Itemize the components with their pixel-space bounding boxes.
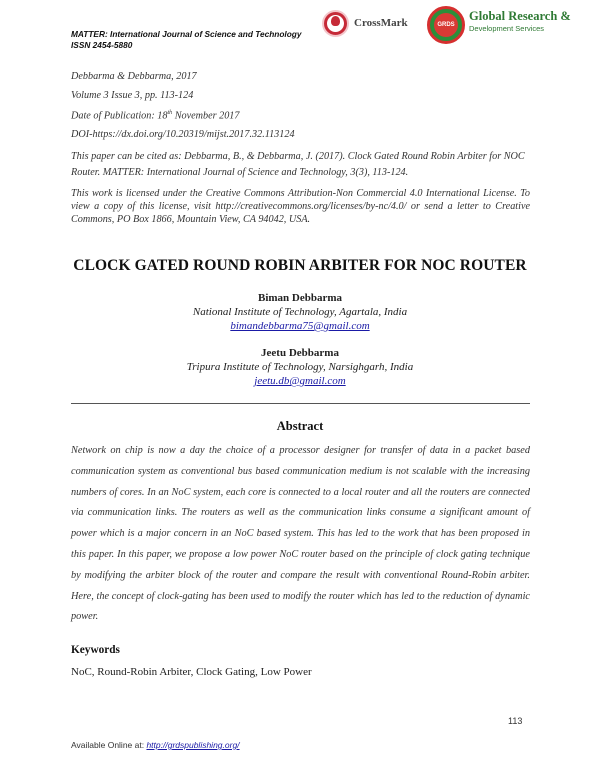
author-1-name: Biman Debbarma [257,292,343,304]
meta-license: This work is licensed under the Creative Commons Attribution-Non Commercial 4.0 International License. To view a copy of this license, visit http://creativecommons.org/licenses/by-nc/4.0/ or send a letter to Creative Commons, PO Box 1866, Mountain View, CA 94042, USA. [71,188,530,225]
meta-doi[interactable]: DOI-https://dx.doi.org/10.20319/mijst.2017.32.113124 [71,129,295,140]
author-2-email-row [0,375,600,387]
page-number: 113 [508,716,523,726]
available-online [71,740,240,750]
keywords-text: NoC, Round-Robin Arbiter, Clock Gating, Low Power [71,666,312,678]
keywords-heading: Keywords [71,644,120,656]
crossmark-logo[interactable] [322,6,408,40]
pub-date-suffix: November 2017 [172,110,240,122]
journal-header [71,29,302,51]
abstract-heading: Abstract [276,419,324,433]
journal-name: MATTER: International Journal of Science and Technology [71,29,302,39]
grds-logo-text: GRDS [434,13,458,37]
abstract-text: Network on chip is now a day the choice of a processor designer for transfer of data in a packet based communication system as conventional bus based communication medium is not scalable with the increasing numbers of cores. In an NoC system, each core is connected to a local router and all the routers are connected via communication links. The routers as well as the communication links consume a significant amount of power which is a major concern in an NoC based system. This has led to the work that has been proposed in this paper. In this paper, we propose a low power NoC router based on the principle of clock gating technique by modifying the arbiter block of the router and compare the result with conventional Round-Robin arbiter. Here, the concept of clock-gating has been used to modify the router which has led to the reduction of dynamic power. [71,445,530,623]
author-1-email[interactable]: bimandebbarma75@gmail.com [230,320,370,332]
meta-citation: This paper can be cited as: Debbarma, B., & Debbarma, J. (2017). Clock Gated Round Robin Arbiter for NOC Router. MATTER: International Journal of Science and Technology, 3(3), 113-124. [71,151,525,178]
author-2-name: Jeetu Debbarma [261,347,339,359]
crossmark-icon [322,10,349,37]
available-prefix: Available Online at: [71,740,147,750]
available-link[interactable]: http://grdspublishing.org/ [146,740,240,750]
pub-date-prefix: Date of Publication: 18 [71,110,168,122]
meta-volume: Volume 3 Issue 3, pp. 113-124 [71,90,194,101]
grds-logo [427,6,465,44]
section-divider [71,403,530,404]
meta-pub-date [71,110,240,121]
grds-name-line2: Development Services [469,24,545,33]
meta-authors-year: Debbarma & Debbarma, 2017 [71,71,197,82]
pub-date-sup: th [167,110,173,116]
grds-name-line1: Global Research & [469,9,571,23]
journal-issn: ISSN 2454-5880 [71,40,133,50]
author-2-email[interactable]: jeetu.db@gmail.com [254,375,346,387]
paper-title: CLOCK GATED ROUND ROBIN ARBITER FOR NOC ROUTER [73,257,527,274]
author-1-email-row [0,320,600,332]
author-2-institute: Tripura Institute of Technology, Narsighgarh, India [186,361,414,373]
author-1-institute: National Institute of Technology, Agartala, India [192,306,408,318]
crossmark-label: CrossMark [354,17,408,29]
